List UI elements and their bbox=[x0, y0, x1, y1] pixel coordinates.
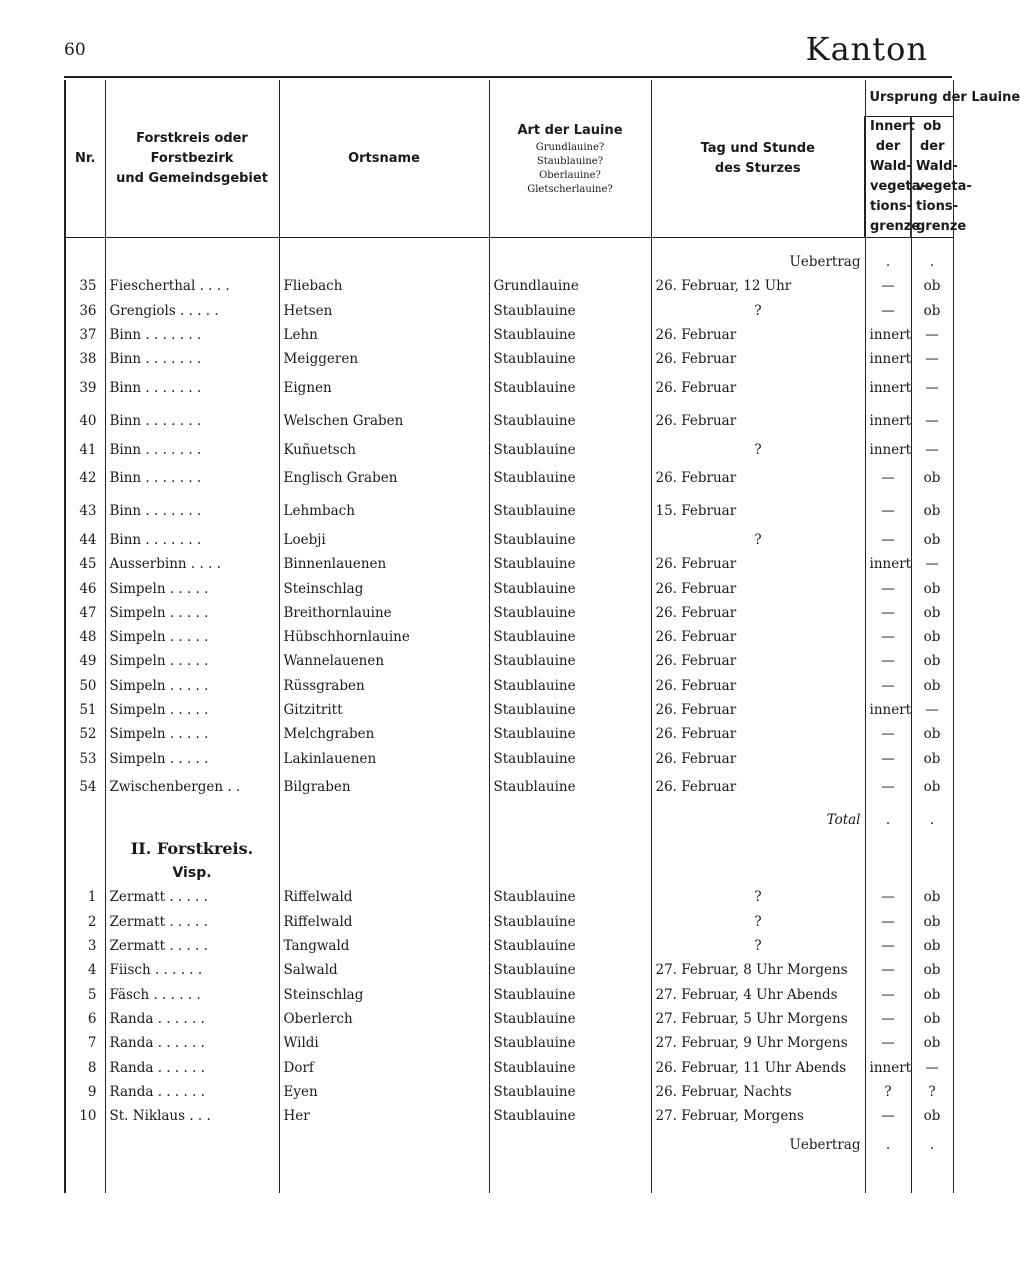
cell-innert: — bbox=[865, 674, 911, 698]
cell-ortsname: Meiggeren bbox=[279, 347, 489, 371]
cell-innert: — bbox=[865, 625, 911, 649]
cell-nr: 42 bbox=[65, 462, 105, 495]
cell-ortsname: Lakinlauenen bbox=[279, 746, 489, 770]
cell-innert: — bbox=[865, 649, 911, 673]
cell-ob: — bbox=[911, 698, 953, 722]
col-header-tag bbox=[651, 80, 865, 238]
cell-ob: ob bbox=[911, 274, 953, 298]
cell-nr: 40 bbox=[65, 404, 105, 437]
table-body bbox=[65, 238, 953, 1194]
table-row bbox=[65, 625, 953, 649]
cell-ob: — bbox=[911, 552, 953, 576]
section2-subtitle: Visp. bbox=[105, 861, 279, 885]
cell-nr: 5 bbox=[65, 983, 105, 1007]
cell-ortsname: Hübschhornlauine bbox=[279, 625, 489, 649]
cell-ortsname: Englisch Graben bbox=[279, 462, 489, 495]
cell-art: Staublauine bbox=[489, 552, 651, 576]
cell-innert: — bbox=[865, 274, 911, 298]
cell-art: Staublauine bbox=[489, 495, 651, 528]
cell-innert: — bbox=[865, 910, 911, 934]
section2-title: II. Forstkreis. bbox=[105, 837, 279, 861]
cell-nr: 1 bbox=[65, 885, 105, 909]
cell-nr: 8 bbox=[65, 1055, 105, 1079]
table-row bbox=[65, 1104, 953, 1128]
cell-ortsname: Loebji bbox=[279, 528, 489, 552]
cell-bezirk: Fiisch . . . . . . bbox=[105, 958, 279, 982]
cell-tag: 27. Februar, 5 Uhr Morgens bbox=[651, 1007, 865, 1031]
cell-art: Staublauine bbox=[489, 674, 651, 698]
cell-bezirk: Binn . . . . . . . bbox=[105, 371, 279, 404]
cell-ortsname: Riffelwald bbox=[279, 910, 489, 934]
cell-tag: 27. Februar, 8 Uhr Morgens bbox=[651, 958, 865, 982]
cell-tag: 26. Februar, 12 Uhr bbox=[651, 274, 865, 298]
table-row bbox=[65, 299, 953, 323]
cell-art: Staublauine bbox=[489, 771, 651, 804]
cell-tag: 26. Februar bbox=[651, 552, 865, 576]
cell-bezirk: Simpeln . . . . . bbox=[105, 746, 279, 770]
cell-art: Staublauine bbox=[489, 885, 651, 909]
table-row bbox=[65, 1031, 953, 1055]
cell-innert: — bbox=[865, 601, 911, 625]
cell-tag: 26. Februar bbox=[651, 462, 865, 495]
cell-ob: ob bbox=[911, 601, 953, 625]
cell-nr: 37 bbox=[65, 323, 105, 347]
cell-art: Staublauine bbox=[489, 323, 651, 347]
cell-ortsname: Fliebach bbox=[279, 274, 489, 298]
cell-ob: ? bbox=[911, 1080, 953, 1104]
cell-nr: 3 bbox=[65, 934, 105, 958]
cell-art: Staublauine bbox=[489, 1080, 651, 1104]
cell-ob: ob bbox=[911, 299, 953, 323]
cell-tag: 26. Februar bbox=[651, 698, 865, 722]
cell-art: Staublauine bbox=[489, 576, 651, 600]
table-row bbox=[65, 404, 953, 437]
cell-innert: innert bbox=[865, 552, 911, 576]
cell-ob: ob bbox=[911, 1104, 953, 1128]
col-header-innert: Innert der Wald- vegeta- tions- grenze bbox=[865, 117, 911, 238]
section2-heading-row bbox=[65, 837, 953, 861]
cell-bezirk: Ausserbinn . . . . bbox=[105, 552, 279, 576]
cell-nr: 52 bbox=[65, 722, 105, 746]
cell-bezirk: Binn . . . . . . . bbox=[105, 462, 279, 495]
col-header-forstkreis bbox=[105, 80, 279, 238]
cell-art: Staublauine bbox=[489, 983, 651, 1007]
cell-tag: ? bbox=[651, 299, 865, 323]
cell-art: Grundlauine bbox=[489, 274, 651, 298]
col-header-ortsname: Ortsname bbox=[279, 80, 489, 238]
cell-bezirk: Simpeln . . . . . bbox=[105, 698, 279, 722]
table-row bbox=[65, 746, 953, 770]
cell-ortsname: Gitzitritt bbox=[279, 698, 489, 722]
tag-line-2: des Sturzes bbox=[714, 160, 801, 176]
uebertrag-bottom-ob: . bbox=[911, 1128, 953, 1161]
cell-innert: — bbox=[865, 958, 911, 982]
cell-nr: 6 bbox=[65, 1007, 105, 1031]
table-row bbox=[65, 983, 953, 1007]
cell-nr: 9 bbox=[65, 1080, 105, 1104]
art-title: Art der Lauine bbox=[517, 122, 623, 138]
col-header-art bbox=[489, 80, 651, 238]
cell-nr: 7 bbox=[65, 1031, 105, 1055]
cell-ob: ob bbox=[911, 746, 953, 770]
cell-bezirk: Fiescherthal . . . . bbox=[105, 274, 279, 298]
cell-tag: 27. Februar, Morgens bbox=[651, 1104, 865, 1128]
cell-nr: 38 bbox=[65, 347, 105, 371]
cell-bezirk: Binn . . . . . . . bbox=[105, 528, 279, 552]
cell-bezirk: Zermatt . . . . . bbox=[105, 910, 279, 934]
cell-bezirk: Zermatt . . . . . bbox=[105, 885, 279, 909]
cell-art: Staublauine bbox=[489, 1031, 651, 1055]
col-header-nr: Nr. bbox=[65, 80, 105, 238]
cell-ortsname: Welschen Graben bbox=[279, 404, 489, 437]
total-ob: . bbox=[911, 804, 953, 837]
total-row bbox=[65, 804, 953, 837]
cell-innert: — bbox=[865, 462, 911, 495]
cell-tag: 26. Februar bbox=[651, 323, 865, 347]
header-rule bbox=[64, 76, 952, 78]
cell-innert: innert bbox=[865, 404, 911, 437]
cell-innert: — bbox=[865, 771, 911, 804]
cell-ortsname: Breithornlauine bbox=[279, 601, 489, 625]
cell-bezirk: Simpeln . . . . . bbox=[105, 625, 279, 649]
art-option-3: Oberlauine? bbox=[539, 169, 601, 181]
cell-art: Staublauine bbox=[489, 1055, 651, 1079]
cell-ob: ob bbox=[911, 528, 953, 552]
cell-innert: innert bbox=[865, 1055, 911, 1079]
cell-art: Staublauine bbox=[489, 958, 651, 982]
cell-bezirk: Simpeln . . . . . bbox=[105, 649, 279, 673]
table-row bbox=[65, 576, 953, 600]
forstkreis-line-2: Forstbezirk bbox=[150, 150, 234, 166]
cell-ob: — bbox=[911, 437, 953, 461]
forstkreis-line-3: und Gemeindsgebiet bbox=[116, 170, 268, 186]
cell-ortsname: Bilgraben bbox=[279, 771, 489, 804]
cell-art: Staublauine bbox=[489, 601, 651, 625]
cell-ob: — bbox=[911, 1055, 953, 1079]
cell-ortsname: Her bbox=[279, 1104, 489, 1128]
cell-ob: — bbox=[911, 404, 953, 437]
cell-bezirk: Zwischenbergen . . bbox=[105, 771, 279, 804]
cell-art: Staublauine bbox=[489, 528, 651, 552]
cell-tag: 26. Februar bbox=[651, 771, 865, 804]
cell-innert: innert bbox=[865, 371, 911, 404]
art-option-1: Grundlauine? bbox=[535, 141, 605, 153]
cell-tag: 26. Februar bbox=[651, 576, 865, 600]
cell-bezirk: Zermatt . . . . . bbox=[105, 934, 279, 958]
cell-tag: 26. Februar bbox=[651, 601, 865, 625]
cell-tag: 27. Februar, 9 Uhr Morgens bbox=[651, 1031, 865, 1055]
cell-nr: 36 bbox=[65, 299, 105, 323]
cell-innert: — bbox=[865, 299, 911, 323]
cell-art: Staublauine bbox=[489, 910, 651, 934]
table-row bbox=[65, 698, 953, 722]
cell-art: Staublauine bbox=[489, 299, 651, 323]
cell-innert: — bbox=[865, 576, 911, 600]
table-row bbox=[65, 722, 953, 746]
cell-tag: ? bbox=[651, 885, 865, 909]
cell-innert: — bbox=[865, 983, 911, 1007]
uebertrag-bottom-innert: . bbox=[865, 1128, 911, 1161]
table-row bbox=[65, 674, 953, 698]
cell-tag: 26. Februar bbox=[651, 625, 865, 649]
cell-tag: ? bbox=[651, 934, 865, 958]
uebertrag-bottom-label: Uebertrag bbox=[651, 1128, 865, 1161]
cell-ortsname: Oberlerch bbox=[279, 1007, 489, 1031]
cell-nr: 4 bbox=[65, 958, 105, 982]
table-row bbox=[65, 934, 953, 958]
cell-nr: 41 bbox=[65, 437, 105, 461]
cell-nr: 49 bbox=[65, 649, 105, 673]
table-row bbox=[65, 462, 953, 495]
table-row bbox=[65, 274, 953, 298]
cell-art: Staublauine bbox=[489, 404, 651, 437]
cell-nr: 48 bbox=[65, 625, 105, 649]
cell-bezirk: Randa . . . . . . bbox=[105, 1007, 279, 1031]
table-row bbox=[65, 885, 953, 909]
uebertrag-top-innert: . bbox=[865, 250, 911, 274]
cell-art: Staublauine bbox=[489, 698, 651, 722]
uebertrag-top-label: Uebertrag bbox=[651, 250, 865, 274]
cell-ob: ob bbox=[911, 722, 953, 746]
cell-ortsname: Steinschlag bbox=[279, 983, 489, 1007]
cell-ortsname: Wildi bbox=[279, 1031, 489, 1055]
cell-innert: innert bbox=[865, 347, 911, 371]
col-header-ursprung: Ursprung der Lauine bbox=[865, 80, 953, 117]
cell-innert: innert bbox=[865, 698, 911, 722]
cell-innert: — bbox=[865, 934, 911, 958]
cell-nr: 51 bbox=[65, 698, 105, 722]
cell-tag: ? bbox=[651, 910, 865, 934]
cell-ortsname: Lehmbach bbox=[279, 495, 489, 528]
cell-tag: 26. Februar, 11 Uhr Abends bbox=[651, 1055, 865, 1079]
cell-innert: — bbox=[865, 746, 911, 770]
cell-ob: ob bbox=[911, 958, 953, 982]
cell-bezirk: Grengiols . . . . . bbox=[105, 299, 279, 323]
table-row bbox=[65, 495, 953, 528]
cell-tag: 26. Februar bbox=[651, 674, 865, 698]
cell-bezirk: Binn . . . . . . . bbox=[105, 404, 279, 437]
cell-nr: 47 bbox=[65, 601, 105, 625]
table-row bbox=[65, 347, 953, 371]
cell-ortsname: Eignen bbox=[279, 371, 489, 404]
cell-tag: 26. Februar bbox=[651, 371, 865, 404]
art-option-2: Staublauine? bbox=[536, 155, 604, 167]
table-row bbox=[65, 1055, 953, 1079]
cell-innert: — bbox=[865, 528, 911, 552]
cell-innert: — bbox=[865, 722, 911, 746]
art-option-4: Gletscherlauine? bbox=[527, 183, 613, 195]
page-header-kanton: Kanton bbox=[805, 30, 928, 68]
cell-tag: 26. Februar bbox=[651, 649, 865, 673]
cell-ob: ob bbox=[911, 1007, 953, 1031]
cell-ob: ob bbox=[911, 674, 953, 698]
cell-art: Staublauine bbox=[489, 1007, 651, 1031]
cell-ob: ob bbox=[911, 771, 953, 804]
cell-innert: — bbox=[865, 1104, 911, 1128]
cell-bezirk: Fäsch . . . . . . bbox=[105, 983, 279, 1007]
cell-innert: ? bbox=[865, 1080, 911, 1104]
section2-subtitle-row bbox=[65, 861, 953, 885]
cell-tag: ? bbox=[651, 528, 865, 552]
cell-innert: — bbox=[865, 1031, 911, 1055]
cell-tag: 26. Februar bbox=[651, 347, 865, 371]
cell-nr: 10 bbox=[65, 1104, 105, 1128]
cell-ob: ob bbox=[911, 1031, 953, 1055]
cell-bezirk: Simpeln . . . . . bbox=[105, 601, 279, 625]
cell-nr: 54 bbox=[65, 771, 105, 804]
cell-ortsname: Salwald bbox=[279, 958, 489, 982]
cell-art: Staublauine bbox=[489, 649, 651, 673]
cell-art: Staublauine bbox=[489, 347, 651, 371]
avalanche-table bbox=[64, 80, 1020, 1193]
cell-bezirk: Simpeln . . . . . bbox=[105, 722, 279, 746]
uebertrag-top-ob: . bbox=[911, 250, 953, 274]
table-row bbox=[65, 910, 953, 934]
table-row bbox=[65, 528, 953, 552]
cell-ortsname: Binnenlauenen bbox=[279, 552, 489, 576]
cell-bezirk: Randa . . . . . . bbox=[105, 1055, 279, 1079]
cell-nr: 35 bbox=[65, 274, 105, 298]
table-row bbox=[65, 771, 953, 804]
cell-bezirk: St. Niklaus . . . bbox=[105, 1104, 279, 1128]
cell-art: Staublauine bbox=[489, 746, 651, 770]
page-number: 60 bbox=[64, 40, 86, 60]
cell-bezirk: Binn . . . . . . . bbox=[105, 437, 279, 461]
cell-nr: 45 bbox=[65, 552, 105, 576]
cell-ob: ob bbox=[911, 885, 953, 909]
cell-art: Staublauine bbox=[489, 437, 651, 461]
cell-nr: 2 bbox=[65, 910, 105, 934]
cell-nr: 46 bbox=[65, 576, 105, 600]
cell-ob: — bbox=[911, 347, 953, 371]
cell-tag: ? bbox=[651, 437, 865, 461]
cell-ob: ob bbox=[911, 649, 953, 673]
cell-ortsname: Tangwald bbox=[279, 934, 489, 958]
cell-bezirk: Randa . . . . . . bbox=[105, 1031, 279, 1055]
cell-art: Staublauine bbox=[489, 625, 651, 649]
table-row bbox=[65, 552, 953, 576]
cell-art: Staublauine bbox=[489, 1104, 651, 1128]
cell-ortsname: Kuñuetsch bbox=[279, 437, 489, 461]
cell-tag: 27. Februar, 4 Uhr Abends bbox=[651, 983, 865, 1007]
table-row bbox=[65, 1080, 953, 1104]
cell-nr: 39 bbox=[65, 371, 105, 404]
cell-ortsname: Melchgraben bbox=[279, 722, 489, 746]
total-innert: . bbox=[865, 804, 911, 837]
cell-ortsname: Dorf bbox=[279, 1055, 489, 1079]
cell-tag: 26. Februar bbox=[651, 404, 865, 437]
cell-ob: ob bbox=[911, 625, 953, 649]
cell-ob: ob bbox=[911, 576, 953, 600]
cell-art: Staublauine bbox=[489, 462, 651, 495]
cell-ob: — bbox=[911, 323, 953, 347]
cell-ob: — bbox=[911, 371, 953, 404]
cell-innert: — bbox=[865, 885, 911, 909]
cell-ob: ob bbox=[911, 983, 953, 1007]
cell-tag: 26. Februar bbox=[651, 746, 865, 770]
total-label: Total bbox=[651, 804, 865, 837]
cell-innert: — bbox=[865, 1007, 911, 1031]
table-row bbox=[65, 437, 953, 461]
table-row bbox=[65, 1007, 953, 1031]
cell-ortsname: Hetsen bbox=[279, 299, 489, 323]
cell-ob: ob bbox=[911, 910, 953, 934]
cell-nr: 53 bbox=[65, 746, 105, 770]
cell-tag: 15. Februar bbox=[651, 495, 865, 528]
table-row bbox=[65, 371, 953, 404]
cell-tag: 26. Februar bbox=[651, 722, 865, 746]
cell-nr: 50 bbox=[65, 674, 105, 698]
cell-art: Staublauine bbox=[489, 722, 651, 746]
cell-tag: 26. Februar, Nachts bbox=[651, 1080, 865, 1104]
cell-bezirk: Binn . . . . . . . bbox=[105, 347, 279, 371]
cell-ortsname: Riffelwald bbox=[279, 885, 489, 909]
cell-ortsname: Rüssgraben bbox=[279, 674, 489, 698]
cell-innert: innert bbox=[865, 437, 911, 461]
cell-bezirk: Simpeln . . . . . bbox=[105, 674, 279, 698]
cell-art: Staublauine bbox=[489, 934, 651, 958]
cell-bezirk: Randa . . . . . . bbox=[105, 1080, 279, 1104]
cell-ob: ob bbox=[911, 495, 953, 528]
cell-art: Staublauine bbox=[489, 371, 651, 404]
forstkreis-line-1: Forstkreis oder bbox=[136, 130, 248, 146]
table-row bbox=[65, 958, 953, 982]
tag-line-1: Tag und Stunde bbox=[700, 140, 815, 156]
cell-ob: ob bbox=[911, 462, 953, 495]
cell-ortsname: Eyen bbox=[279, 1080, 489, 1104]
cell-nr: 43 bbox=[65, 495, 105, 528]
cell-ortsname: Lehn bbox=[279, 323, 489, 347]
cell-ortsname: Wannelauenen bbox=[279, 649, 489, 673]
table-row bbox=[65, 323, 953, 347]
col-header-ob: ob der Wald- vegeta- tions- grenze bbox=[911, 117, 953, 238]
cell-innert: innert bbox=[865, 323, 911, 347]
cell-bezirk: Simpeln . . . . . bbox=[105, 576, 279, 600]
cell-ob: ob bbox=[911, 934, 953, 958]
cell-ortsname: Steinschlag bbox=[279, 576, 489, 600]
cell-bezirk: Binn . . . . . . . bbox=[105, 323, 279, 347]
cell-nr: 44 bbox=[65, 528, 105, 552]
table-row bbox=[65, 649, 953, 673]
cell-bezirk: Binn . . . . . . . bbox=[105, 495, 279, 528]
cell-innert: — bbox=[865, 495, 911, 528]
uebertrag-top-row bbox=[65, 250, 953, 274]
uebertrag-bottom-row bbox=[65, 1128, 953, 1161]
table-row bbox=[65, 601, 953, 625]
